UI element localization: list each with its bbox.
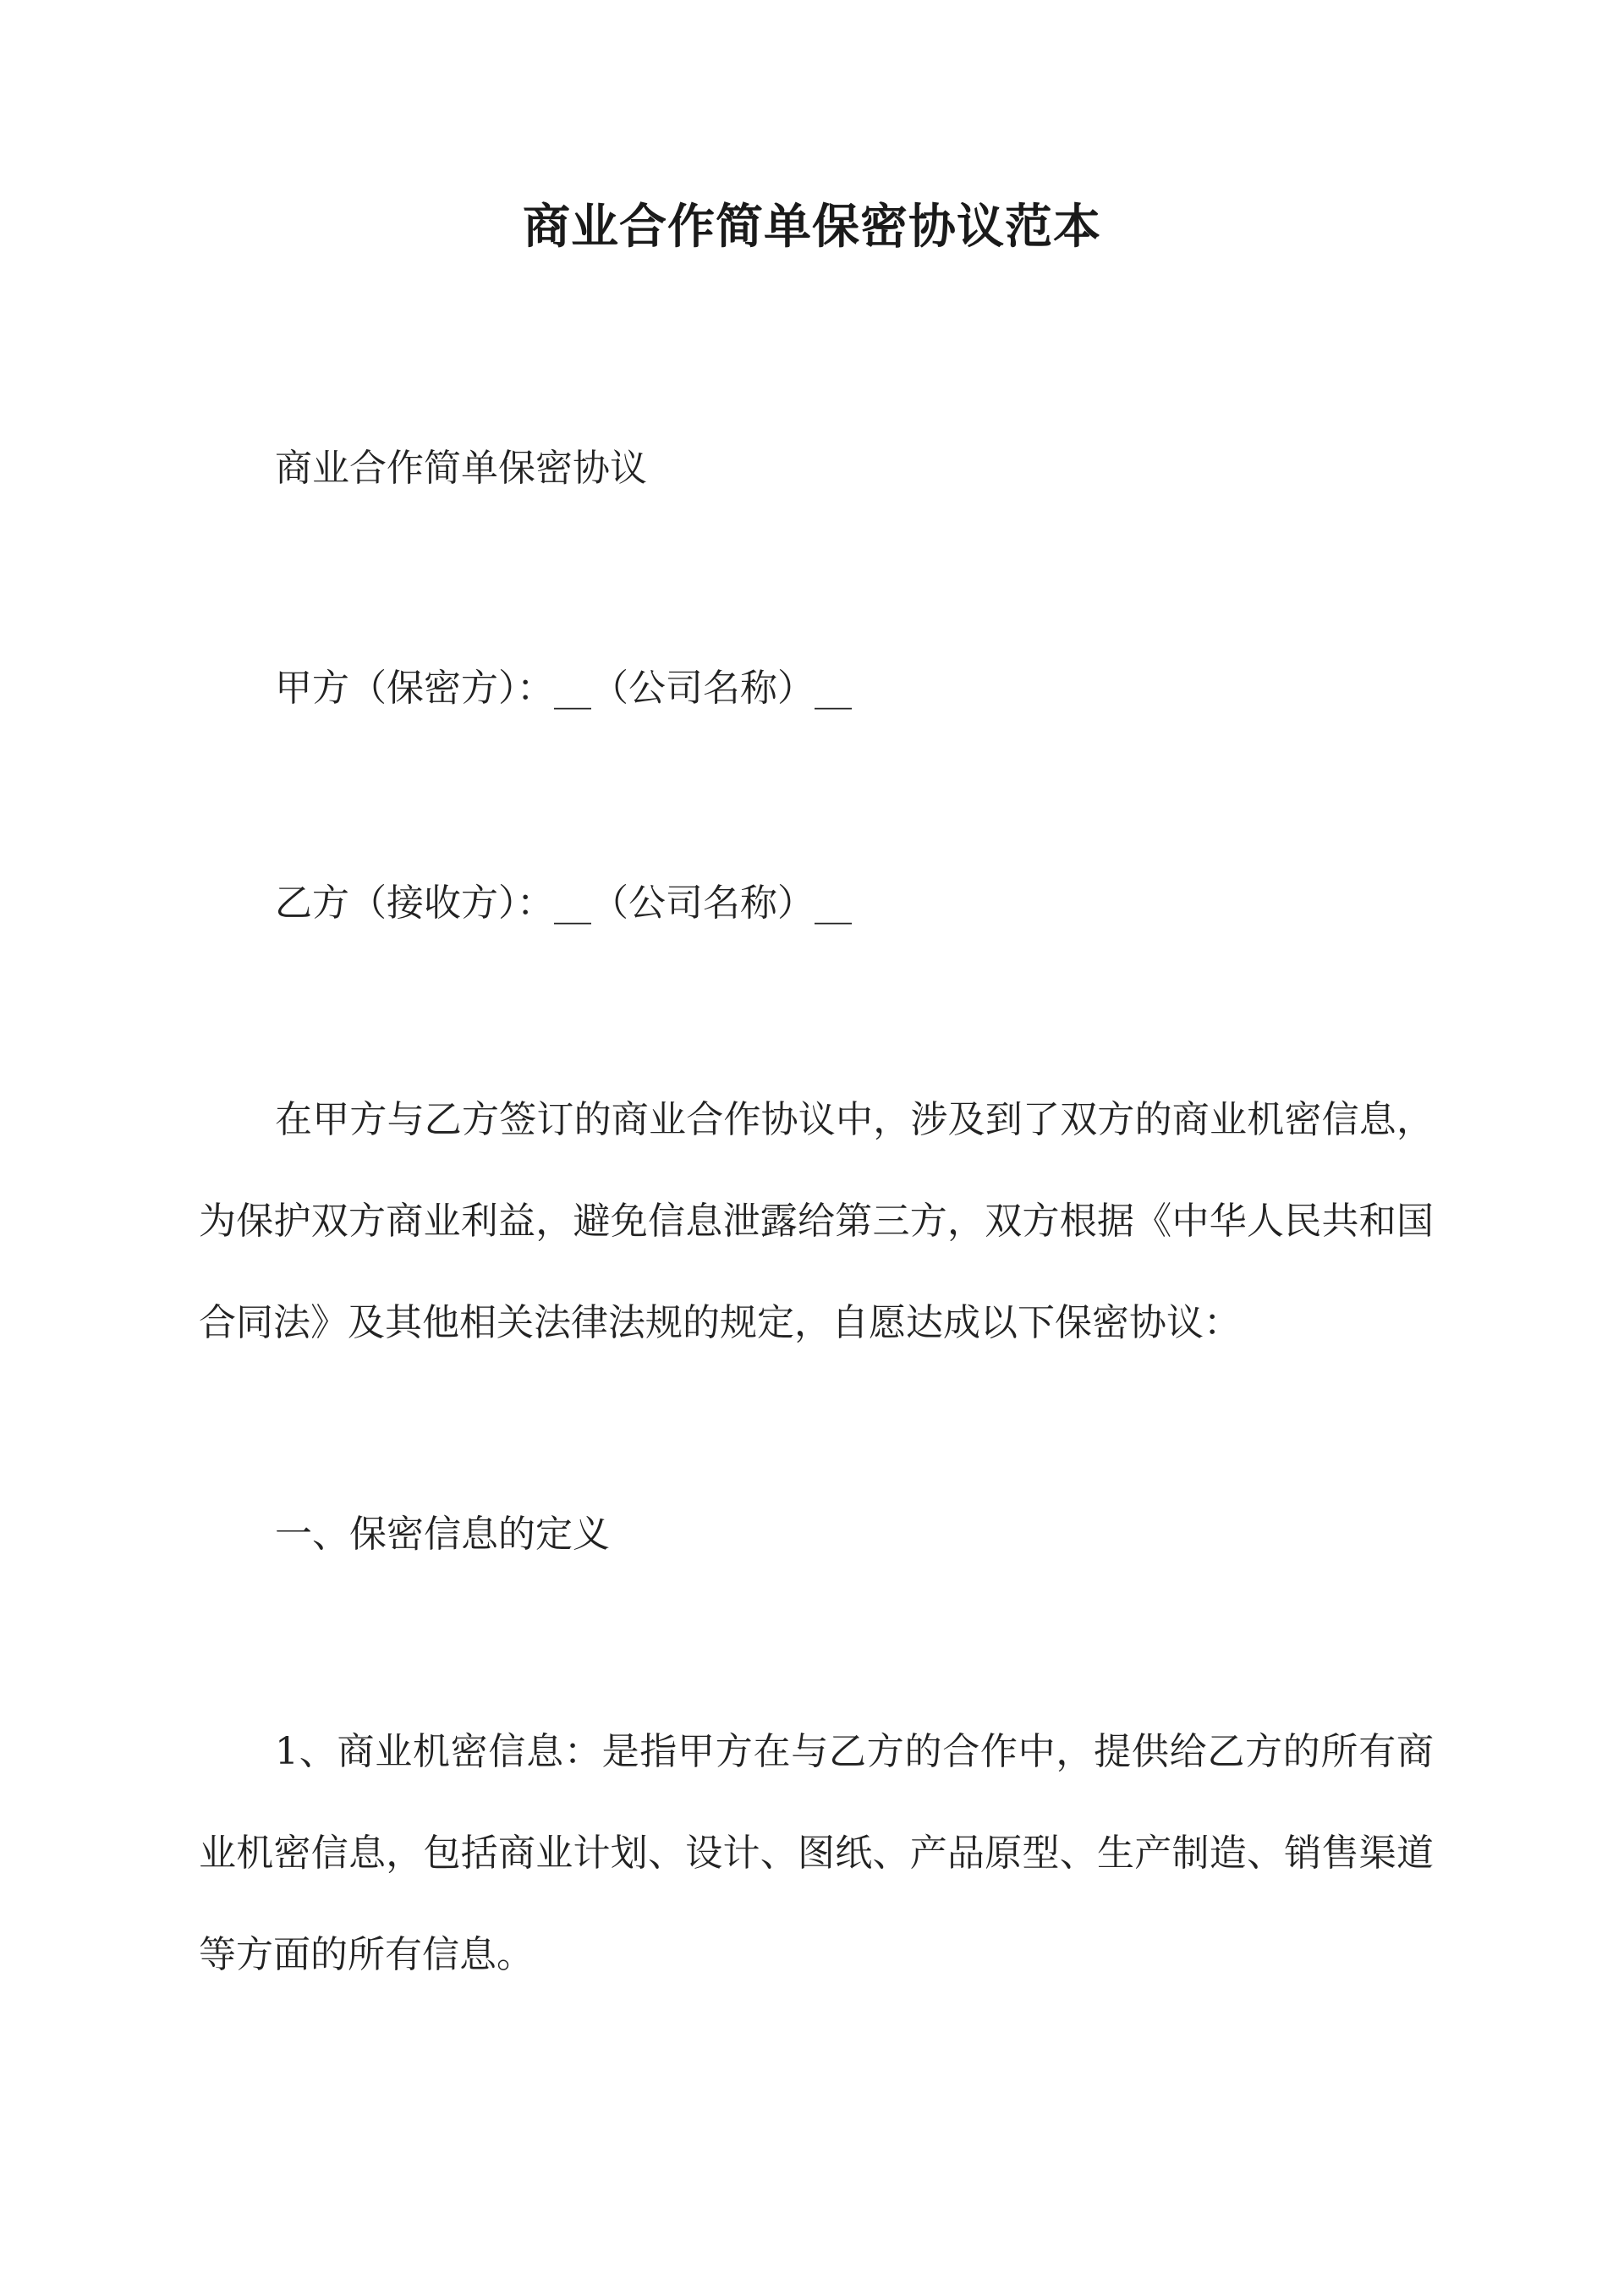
section-heading-definition: 一、保密信息的定义	[275, 1513, 610, 1556]
clause-1-paragraph: 1、商业机密信息：是指甲方在与乙方的合作中，提供给乙方的所有商业机密信息，包括商业计划、设计、图纸、产品原型、生产制造、销售渠道等方面的所有信息。	[199, 1730, 1434, 1976]
document-title: 商业合作简单保密协议范本	[523, 199, 1101, 255]
party-a-line: 甲方（保密方）：__（公司名称）__	[275, 667, 852, 710]
party-b-line: 乙方（接收方）：__（公司名称）__	[275, 882, 852, 925]
preamble-paragraph: 在甲方与乙方签订的商业合作协议中，涉及到了双方的商业机密信息，为保护双方商业利益，避免信息泄露给第三方，双方根据《中华人民共和国合同法》及其他相关法律法规的规定，自愿达成以下保密协议：	[199, 1098, 1434, 1344]
agreement-subtitle: 商业合作简单保密协议	[275, 447, 647, 490]
